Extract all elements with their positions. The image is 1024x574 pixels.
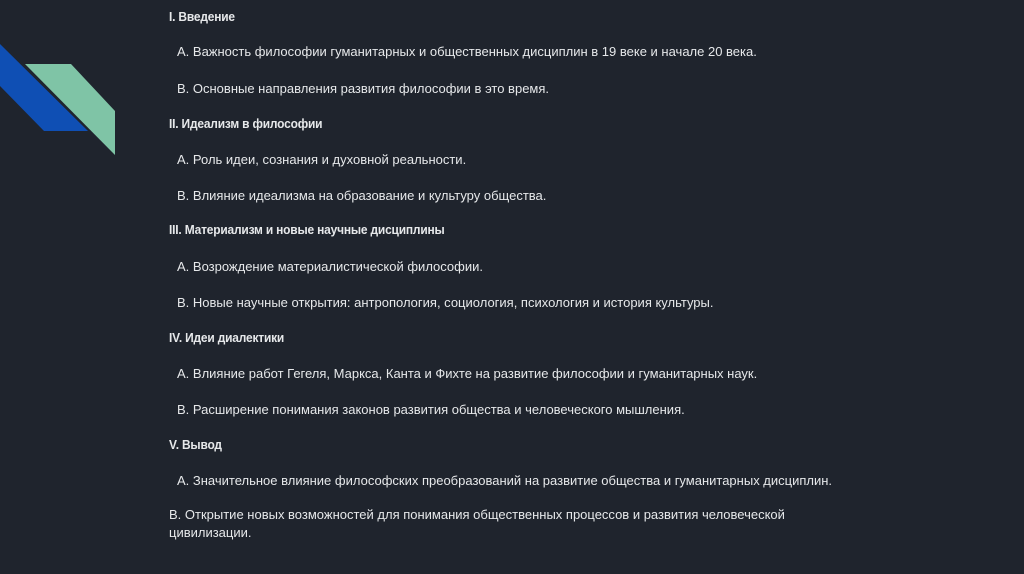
outline-item: B. Новые научные открытия: антропология, социология, психология и история культуры. — [177, 295, 714, 310]
section-heading: IV. Идеи диалектики — [169, 330, 285, 345]
outline-item: A. Значительное влияние философских преобразований на развитие общества и гуманитарных дисциплин. — [177, 473, 833, 488]
decorative-ribbon — [0, 0, 120, 160]
outline-item: B. Основные направления развития философии в это время. — [177, 81, 550, 96]
outline-item: A. Роль идеи, сознания и духовной реальности. — [177, 152, 467, 167]
section-heading: I. Введение — [169, 9, 235, 24]
outline-item: A. Возрождение материалистической философии. — [177, 259, 483, 274]
outline-item: B. Расширение понимания законов развития общества и человеческого мышления. — [177, 402, 685, 417]
outline-item: B. Открытие новых возможностей для понимания общественных процессов и развития человеческой цивилизации. — [169, 507, 785, 540]
section-heading: III. Материализм и новые научные дисциплины — [169, 222, 445, 237]
section-heading: V. Вывод — [169, 437, 222, 452]
outline-item: A. Важность философии гуманитарных и общественных дисциплин в 19 веке и начале 20 века. — [177, 44, 757, 59]
outline-item: A. Влияние работ Гегеля, Маркса, Канта и Фихте на развитие философии и гуманитарных наук. — [177, 366, 758, 381]
section-heading: II. Идеализм в философии — [169, 116, 323, 131]
outline-item: B. Влияние идеализма на образование и культуру общества. — [177, 188, 547, 203]
